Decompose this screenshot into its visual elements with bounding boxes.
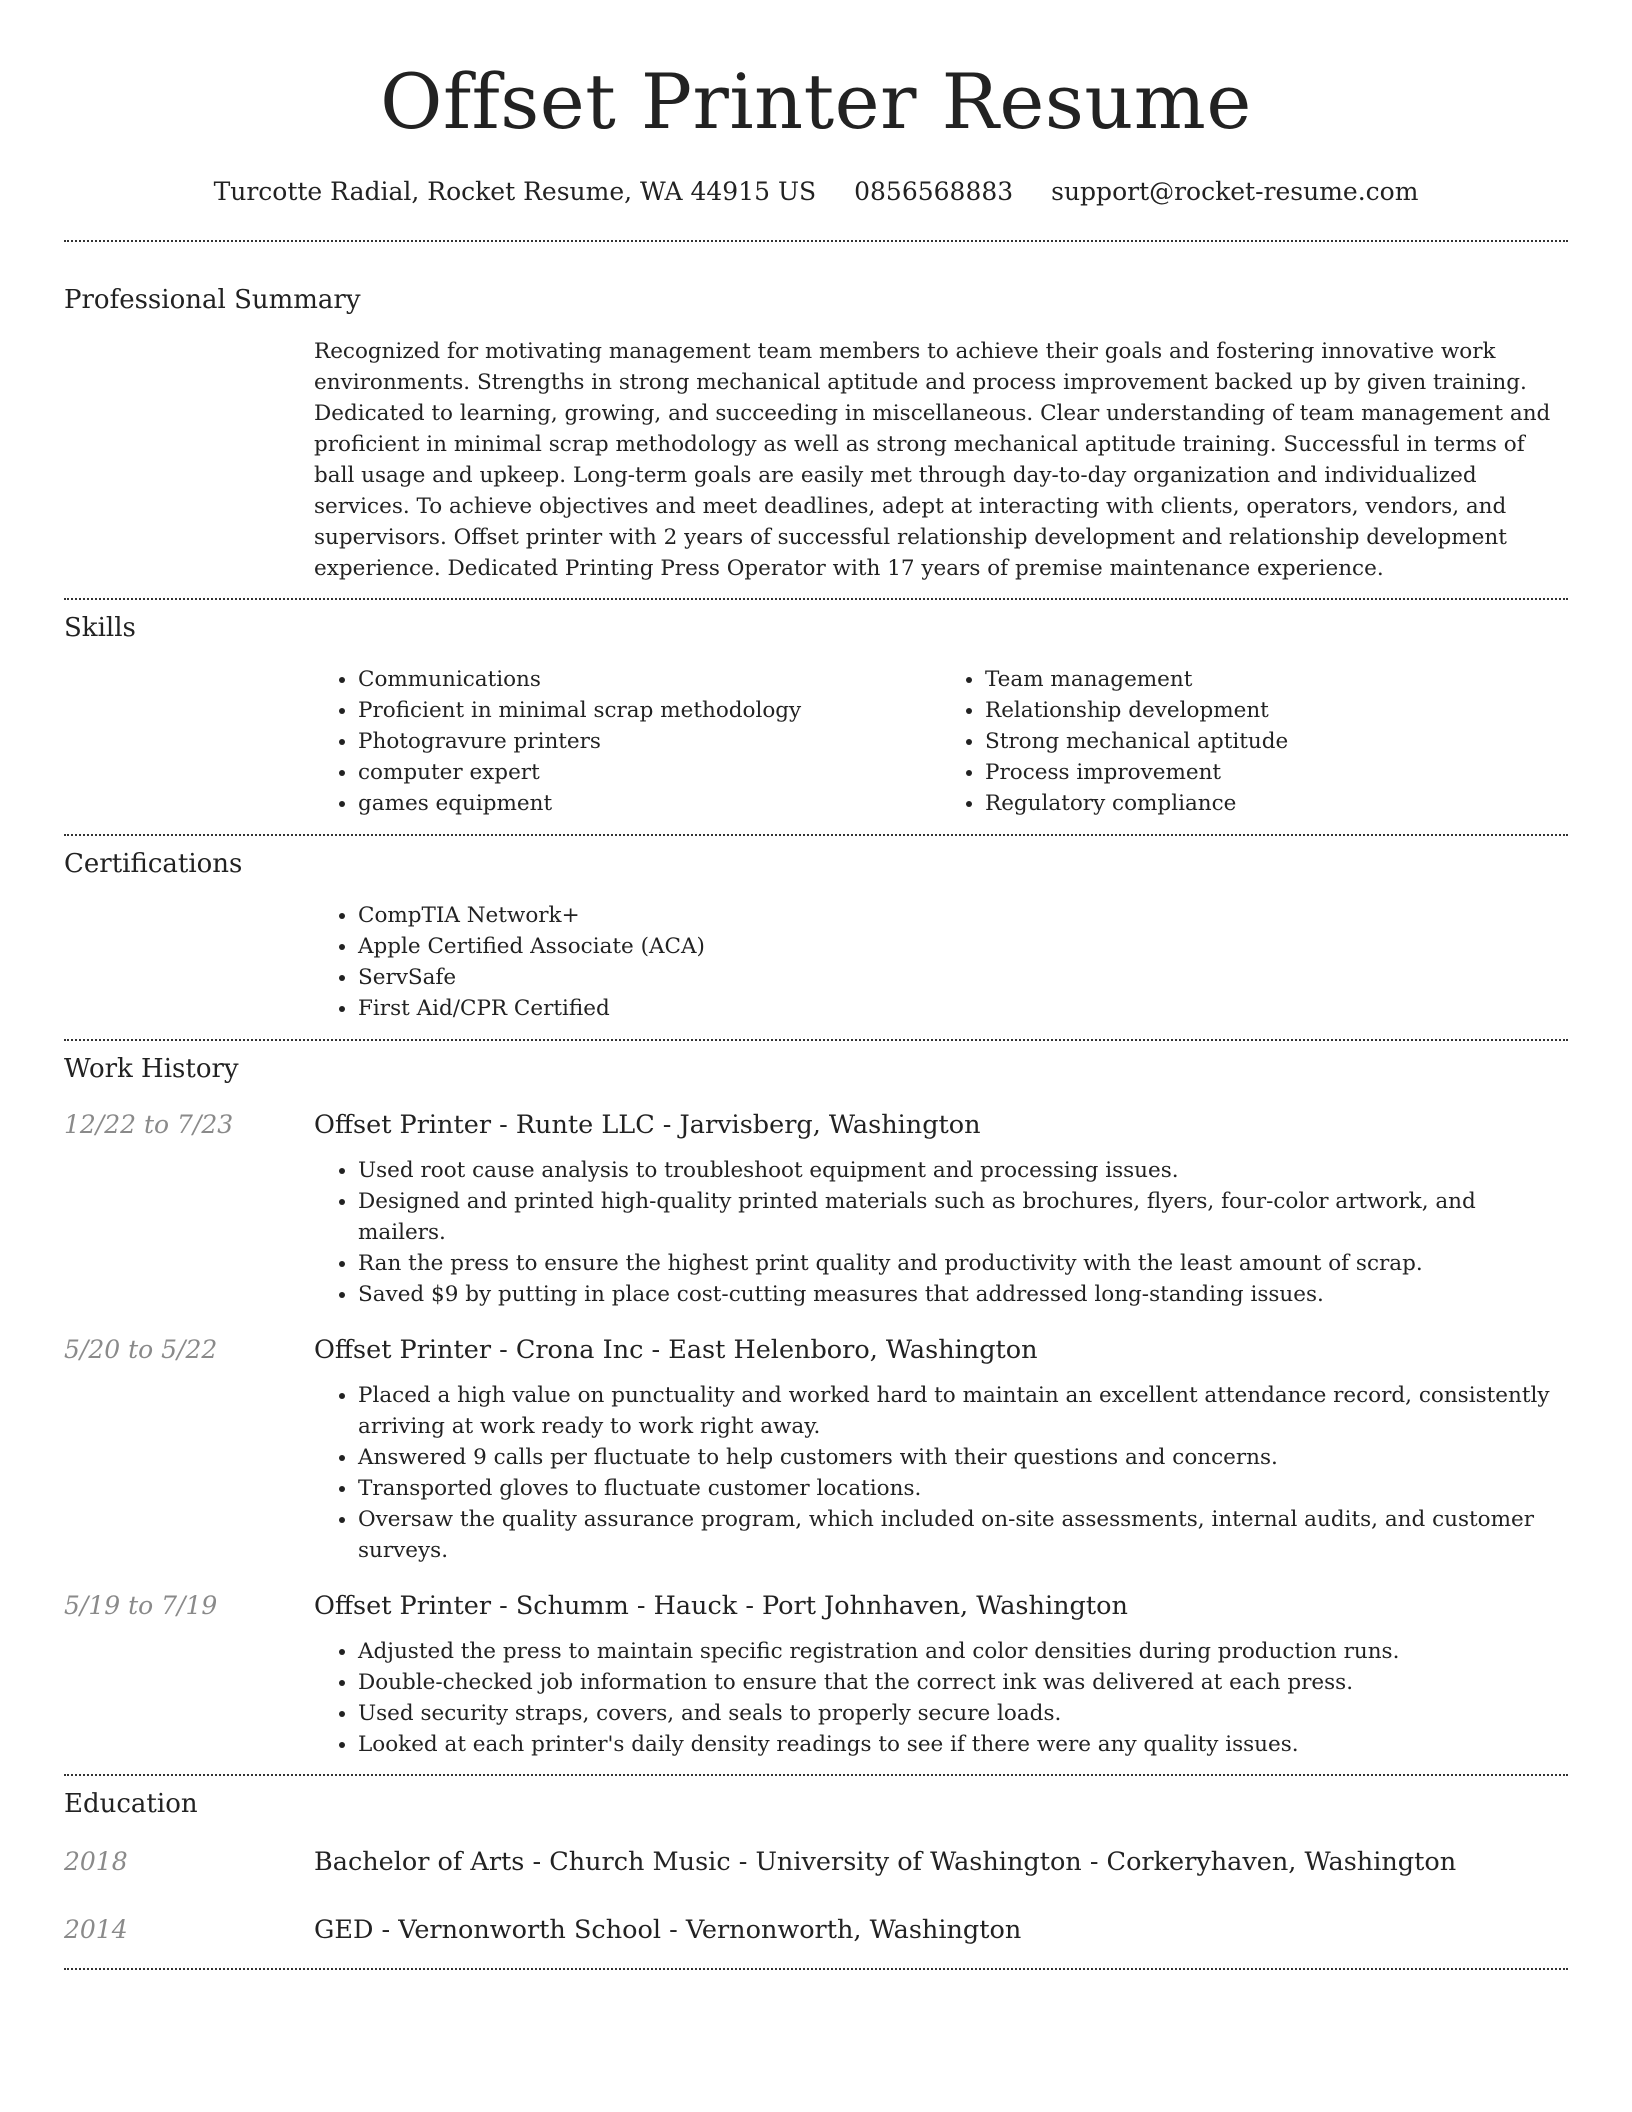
job-bullets	[314, 1380, 1568, 1566]
contact-line	[0, 174, 1632, 210]
skill-item: • Communications	[358, 664, 941, 695]
certification-item: • First Aid/CPR Certified	[358, 993, 1568, 1024]
job-bullet: • Designed and printed high-quality printed materials such as brochures, flyers, four-color artwork, and mailers.	[358, 1186, 1568, 1248]
skills-list-right	[941, 664, 1568, 819]
job-bullets	[314, 1155, 1568, 1310]
divider	[64, 240, 1568, 242]
job-title: Offset Printer - Schumm - Hauck - Port Johnhaven, Washington	[314, 1591, 1128, 1621]
job-bullet: • Oversaw the quality assurance program, which included on-site assessments, internal audits, and customer surveys.	[358, 1504, 1568, 1566]
work-section	[64, 1051, 1568, 1760]
job-bullet: • Double-checked job information to ensure that the correct ink was delivered at each press.	[358, 1667, 1568, 1698]
skill-item: • Strong mechanical aptitude	[985, 726, 1568, 757]
education-heading: Education	[64, 1789, 198, 1819]
divider	[64, 1968, 1568, 1970]
divider	[64, 1039, 1568, 1041]
job-bullet: • Used security straps, covers, and seals to properly secure loads.	[358, 1698, 1568, 1729]
skills-list-left	[314, 664, 941, 819]
work-heading: Work History	[64, 1054, 239, 1084]
skill-item: • Proficient in minimal scrap methodology	[358, 695, 941, 726]
job-bullet: • Adjusted the press to maintain specific registration and color densities during production runs.	[358, 1636, 1568, 1667]
certification-item: • Apple Certified Associate (ACA)	[358, 931, 1568, 962]
job-details	[314, 1380, 1568, 1566]
job-entry	[64, 1332, 1568, 1368]
skill-item: • Process improvement	[985, 757, 1568, 788]
skills-columns	[314, 664, 1568, 819]
certifications-body	[314, 900, 1568, 1024]
skill-item: • Photogravure printers	[358, 726, 941, 757]
education-title: GED - Vernonworth School - Vernonworth, Washington	[314, 1915, 1022, 1945]
education-entry	[64, 1844, 1568, 1880]
education-section	[64, 1786, 1568, 1948]
education-year: 2014	[64, 1915, 128, 1944]
job-dates: 12/22 to 7/23	[64, 1110, 234, 1139]
job-bullet: • Looked at each printer's daily density readings to see if there were any quality issues.	[358, 1729, 1568, 1760]
job-bullet: • Transported gloves to fluctuate customer locations.	[358, 1473, 1568, 1504]
job-title: Offset Printer - Crona Inc - East Helenboro, Washington	[314, 1335, 1038, 1365]
skills-section	[64, 610, 1568, 819]
job-dates: 5/19 to 7/19	[64, 1591, 218, 1620]
contact-address: Turcotte Radial, Rocket Resume, WA 44915 US	[213, 177, 817, 206]
contact-email: support@rocket-resume.com	[1051, 177, 1419, 206]
certifications-list	[314, 900, 1568, 1024]
contact-phone: 0856568883	[854, 177, 1014, 206]
job-details	[314, 1155, 1568, 1310]
skill-item: • computer expert	[358, 757, 941, 788]
job-dates: 5/20 to 5/22	[64, 1335, 218, 1364]
job-bullets	[314, 1636, 1568, 1760]
summary-text: Recognized for motivating management team members to achieve their goals and fostering innovative work environments. Strengths in strong mechanical aptitude and process improvement backed up by given training. Dedicated to learning, growing, and succeeding in miscellaneous. Clear understanding of team management and proficient in minimal scrap methodology as well as strong mechanical aptitude training. Successful in terms of ball usage and upkeep. Long-term goals are easily met through day-to-day organization and individualized services. To achieve objectives and meet deadlines, adept at interacting with clients, operators, vendors, and supervisors. Offset printer with 2 years of successful relationship development and relationship development experience. Dedicated Printing Press Operator with 17 years of premise maintenance experience.	[314, 339, 1551, 581]
divider	[64, 598, 1568, 600]
divider	[64, 1774, 1568, 1776]
certifications-section	[64, 846, 1568, 1024]
job-entry	[64, 1107, 1568, 1143]
skill-item: • Team management	[985, 664, 1568, 695]
resume-title: Offset Printer Resume	[380, 57, 1252, 146]
education-year: 2018	[64, 1847, 128, 1876]
job-bullet: • Ran the press to ensure the highest print quality and productivity with the least amount of scrap.	[358, 1248, 1568, 1279]
divider	[64, 834, 1568, 836]
job-details	[314, 1636, 1568, 1760]
skill-item: • Regulatory compliance	[985, 788, 1568, 819]
summary-heading: Professional Summary	[64, 285, 361, 315]
job-bullet: • Answered 9 calls per fluctuate to help customers with their questions and concerns.	[358, 1442, 1568, 1473]
job-bullet: • Used root cause analysis to troubleshoot equipment and processing issues.	[358, 1155, 1568, 1186]
job-bullet: • Saved $9 by putting in place cost-cutting measures that addressed long-standing issues.	[358, 1279, 1568, 1310]
certification-item: • CompTIA Network+	[358, 900, 1568, 931]
summary-section	[64, 282, 1568, 584]
job-title: Offset Printer - Runte LLC - Jarvisberg, Washington	[314, 1110, 981, 1140]
skill-item: • Relationship development	[985, 695, 1568, 726]
certifications-heading: Certifications	[64, 849, 243, 879]
education-entry	[64, 1912, 1568, 1948]
education-title: Bachelor of Arts - Church Music - University of Washington - Corkeryhaven, Washington	[314, 1847, 1457, 1877]
skill-item: • games equipment	[358, 788, 941, 819]
certification-item: • ServSafe	[358, 962, 1568, 993]
skills-heading: Skills	[64, 613, 136, 643]
job-bullet: • Placed a high value on punctuality and worked hard to maintain an excellent attendance record, consistently arriving at work ready to work right away.	[358, 1380, 1568, 1442]
job-entry	[64, 1588, 1568, 1624]
